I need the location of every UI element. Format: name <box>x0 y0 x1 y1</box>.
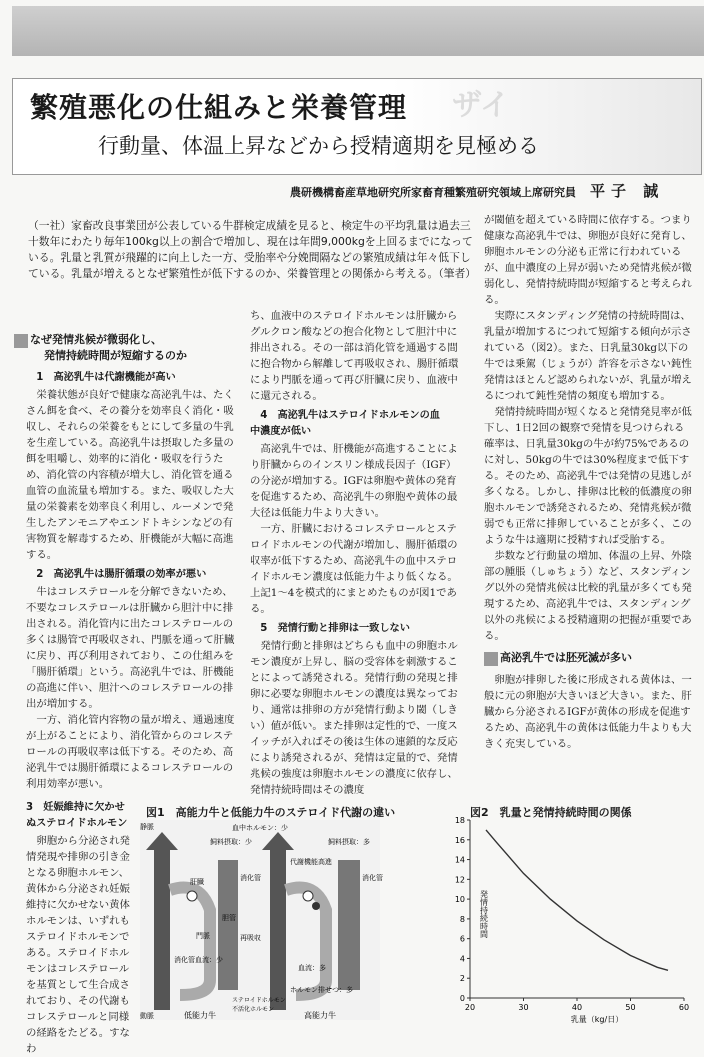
subheading-4a: 4 高泌乳牛はステロイドホルモンの血 <box>260 410 440 421</box>
legend-steroid: ステロイドホルモン <box>232 997 286 1004</box>
excrete-label: ホルモン排せつ：多 <box>290 986 353 994</box>
paragraph: 歩数など行動量の増加、体温の上昇、外陰部の腫脹（しゅちょう）など、スタンディング以外の発情兆候は比較的乳量が多くても発現するため、高泌乳牛では、スタンディング以外の兆候による授精適期の把握が重要である。 <box>484 550 692 642</box>
flow-low-label: 消化管血流：少 <box>174 956 223 964</box>
paragraph: 栄養状態が良好で健康な高泌乳牛は、たくさん餌を食べ、その養分を効率良く消化・吸収し、それらの栄養をもとにして多量の牛乳を生産している。高泌乳牛は摂取した多量の餌を咀嚼し、効率的に消化・吸収を行うため、消化管の内容積が増大し、消化管を通る血管の血流量も増加する。また、吸収した大量の栄養素を効率良く利用し、ルーメンで発生したアンモニアやエンドトキシンなどの有害物質を解毒するため、肝機能が大幅に高進する。 <box>26 389 234 561</box>
background-title-text: ザイ <box>452 88 510 123</box>
paragraph: が閾値を超えている時間に依存する。つまり健康な高泌乳牛では、卵胞が良好に発育し、卵胞ホルモンの分泌も正常に行われているが、血中濃度の上昇が弱いため発情兆候が微弱化し、発情持続時間が短縮すると考えられる。 <box>484 214 692 306</box>
y-tick-label: 2 <box>459 974 465 984</box>
artery-label: 動脈 <box>140 1012 154 1020</box>
intake-low-label: 飼料摂取：少 <box>210 838 252 846</box>
subheading-3b: ぬステロイドホルモン <box>26 818 128 829</box>
y-tick-label: 14 <box>454 855 465 865</box>
bile-label: 胆管 <box>222 914 236 922</box>
subheading-2: 2 高泌乳牛は腸肝循環の効率が悪い <box>36 569 207 580</box>
column-1 <box>26 326 236 792</box>
liver-label: 肝臓 <box>190 878 204 886</box>
subheading-4 <box>250 408 466 440</box>
y-tick-label: 12 <box>454 875 465 885</box>
affiliation: 農研機構畜産草地研究所家畜育種繁殖研究領域上席研究員 <box>290 186 576 199</box>
y-tick-label: 18 <box>454 816 465 825</box>
gut-label: 消化管 <box>240 874 261 882</box>
paragraph: 卵胞が排卵した後に形成される黄体は、一般に元の卵胞が大きいほど大きい。また、肝臓から分泌されるIGFが黄体の形成を促進するため、高泌乳牛の黄体は低能力牛よりも大きく充実している。 <box>484 674 692 750</box>
y-tick-label: 10 <box>454 895 465 905</box>
chart-series-line <box>486 830 668 970</box>
y-tick-label: 6 <box>459 934 465 944</box>
subheading-4b: 中濃度が低い <box>250 426 312 437</box>
paragraph: 牛はコレステロールを分解できないため、不要なコレステロールは肝臓から胆汁中に排出される。消化管内に出たコレステロールの多くは腸管で再吸収され、門脈を通って肝臓に戻り、再び利用されており、この仕組みを「腸肝循環」という。高泌乳牛では、肝機能の高進に伴い、胆汁へのコレステロールの排出が増加する。 <box>26 586 235 710</box>
subheading-3 <box>26 800 138 832</box>
paragraph: 実際にスタンディング発情の持続時間は、乳量が増加するにつれて短縮する傾向が示されている（図2）。また、日乳量30kg以下の牛では乗駕（じょうが）許容を示さない鈍性発情はほとんど認められないが、乳量が増えるにつれて鈍性発情の頻度も増加する。 <box>484 310 692 402</box>
y-tick-label: 8 <box>459 914 465 924</box>
column-1-bottom <box>26 796 138 1057</box>
gut-label-right: 消化管 <box>362 874 383 882</box>
heading-line-2: 発情持続時間が短縮するのか <box>44 349 187 362</box>
heading-line-1: なぜ発情兆候が微弱化し、 <box>30 333 162 346</box>
author-name: 平子 誠 <box>590 182 665 200</box>
figure-2-chart <box>444 812 694 1026</box>
flow-high-label: 血流：多 <box>298 964 326 972</box>
inactive-hormone-dot <box>312 902 320 910</box>
subheading-5: 5 発情行動と排卵は一致しない <box>260 623 410 634</box>
portal-label: 門脈 <box>196 932 210 940</box>
article-subtitle: 行動量、体温上昇などから授精適期を見極める <box>98 134 539 158</box>
x-tick-label: 60 <box>678 1003 690 1012</box>
paragraph: 一方、肝臓におけるコレステロールとステロイドホルモンの代謝が増加し、腸肝循環の収率が低下するため、高泌乳牛の血中ステロイドホルモン濃度は低能力牛より低くなる。上記1〜4を模式的にまとめたものが図1である。 <box>250 523 458 615</box>
paragraph: 高泌乳牛では、肝機能が高進することにより肝臓からのインスリン様成長因子（IGF）の分泌が増加する。IGFは卵胞や黄体の発育を促進するため、高泌乳牛の卵胞や黄体の最大径は低能力牛より大きい。 <box>250 443 458 519</box>
lead-paragraph: （一社）家畜改良事業団が公表している牛群検定成績を見ると、検定牛の平均乳量は過去三十数年にわたり毎年100kg以上の割合で増加し、現在は年間9,000kgを上回るまでになっている。乳量と乳質が飛躍的に向上した一方、受胎率や分娩間隔などの繁殖成績は年々低下している。乳量が増えるとなぜ繁殖性が低下するのか、栄養管理との関係から考える。（筆者） <box>28 219 477 280</box>
vein-label: 静脈 <box>140 823 154 831</box>
chart-ticks <box>455 816 689 1012</box>
chart-xlabel: 乳量（kg/日） <box>570 1015 624 1024</box>
y-tick-label: 16 <box>454 835 465 845</box>
y-tick-label: 0 <box>459 994 465 1003</box>
author-line <box>290 180 664 201</box>
top-band <box>12 6 704 56</box>
subheading-1: 1 高泌乳牛は代謝機能が高い <box>36 372 176 383</box>
section-heading-2: 高泌乳牛では胚死滅が多い <box>496 650 692 666</box>
chart-axes <box>470 820 684 998</box>
subheading-3a: 3 妊娠維持に欠かせ <box>26 802 125 813</box>
y-tick-label: 4 <box>459 954 465 964</box>
gut-left <box>218 860 238 990</box>
x-tick-label: 40 <box>571 1003 583 1012</box>
chart-ylabel: 発情持続時間 <box>479 890 489 938</box>
figure-2-caption: 図2 乳量と発情持続時間の関係 <box>470 806 632 819</box>
gut-right <box>338 860 360 990</box>
legend-inactive: 不活化ホルモン <box>232 1006 275 1013</box>
paragraph: 一方、消化管内容物の量が増え、通過速度が上がることにより、消化管からのコレステロールの再吸収率は低下する。そのため、高泌乳牛では腸肝循環によるコレステロールの利用効率が悪い。 <box>26 714 235 790</box>
paragraph: 発情持続時間が短くなると発情発見率が低下し、1日2回の観察で発情を見つけられる確率は、日乳量30kgの牛が約75%であるのに対し、50kgの牛では30%程度まで低下する。そのため、高泌乳牛では発情の見逃しが多くなる。しかし、排卵は比較的低濃度の卵胞ホルモンで誘発されるため、発情兆候が微弱でも正常に排卵していることが多く、このような牛は適期に授精すれば受胎する。 <box>484 406 692 546</box>
x-tick-label: 50 <box>625 1003 636 1012</box>
hormone-dot <box>303 891 313 901</box>
figure-1-diagram <box>140 820 383 1020</box>
column-3 <box>484 212 692 752</box>
article-title: 繁殖悪化の仕組みと栄養管理 <box>30 91 408 124</box>
reabsorb-label: 再吸収 <box>240 934 261 942</box>
figure-1-caption: 図1 高能力牛と低能力牛のステロイド代謝の違い <box>146 806 396 819</box>
blood-hormone-label: 血中ホルモン：少 <box>232 824 288 832</box>
paragraph: 卵胞から分泌され発情発現や排卵の引き金となる卵胞ホルモン、黄体から分泌され妊娠維持に欠かせない黄体ホルモンは、いずれもステロイドホルモンである。ステロイドホルモンはコレステロールを基質として生合成されており、その代謝もコレステロールと同様の経路をたどる。すなわ <box>26 835 130 1055</box>
paragraph: ち、血液中のステロイドホルモンは肝臓からグルクロン酸などの抱合化物として胆汁中に排出される。その一部は消化管を通過する間に抱合物から解離して再吸収され、腸肝循環により門脈を通って再び肝臓に戻り、血液中に還元される。 <box>250 310 459 402</box>
section-heading-1 <box>26 332 236 364</box>
liver-up-label: 代謝機能高進 <box>290 858 332 866</box>
high-cow-label: 高能力牛 <box>304 1011 336 1020</box>
low-cow-label: 低能力牛 <box>184 1011 216 1020</box>
paragraph: 発情行動と排卵はどちらも血中の卵胞ホルモン濃度が上昇し、脳の受容体を刺激することによって誘発される。発情行動の発現と排卵に必要な卵胞ホルモンの濃度は異なっており、通常は排卵の方が発情行動より閾（しきい）値が低い。また排卵は定性的で、一度スイッチが入ればその後は生体の連鎖的な反応により誘発されるが、発情は定量的で、発情兆候の強度は卵胞ホルモンの濃度に依存し、発情持続時間はその濃度 <box>250 640 458 796</box>
intake-high-label: 飼料摂取：多 <box>328 838 370 846</box>
x-tick-label: 30 <box>518 1003 529 1012</box>
column-2 <box>250 308 466 798</box>
x-tick-label: 20 <box>464 1003 476 1012</box>
hormone-dot <box>187 891 197 901</box>
